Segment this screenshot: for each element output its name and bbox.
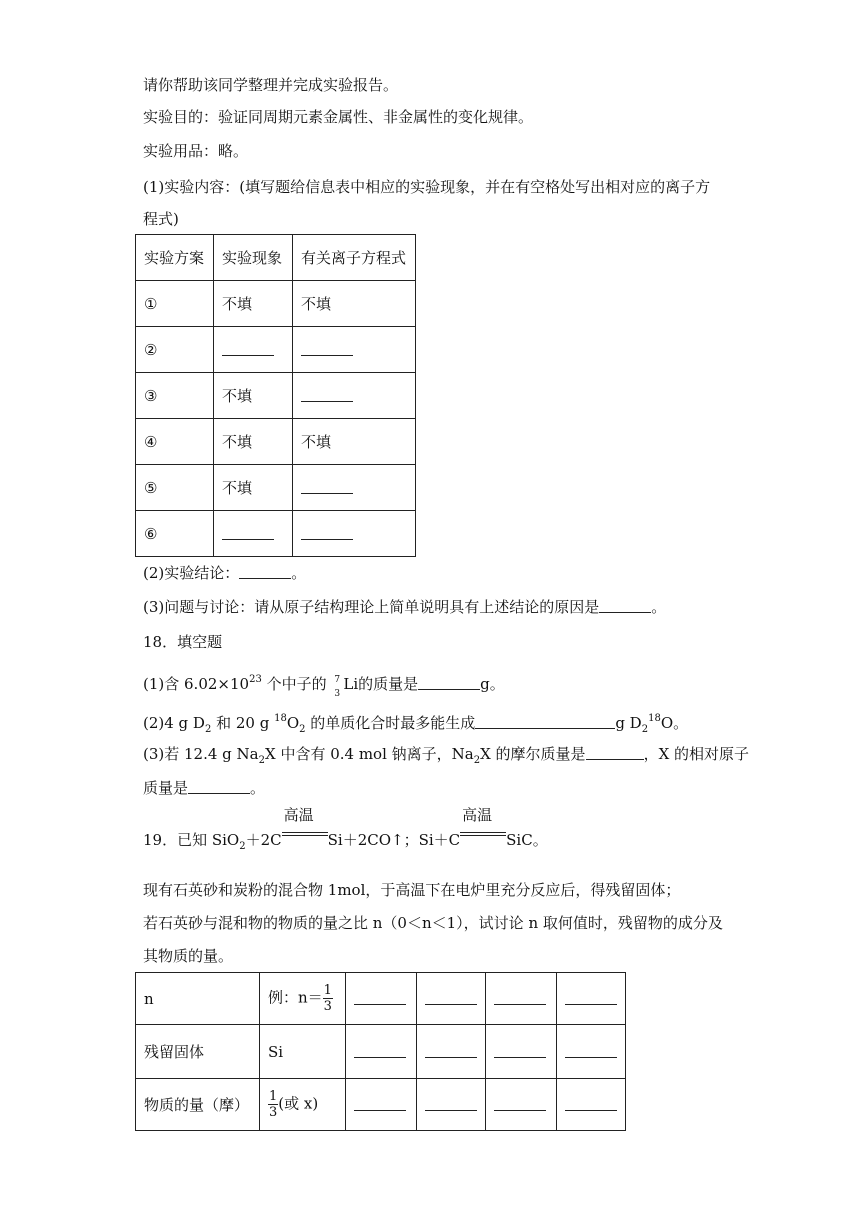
q18-2: (2)4 g $D_2$ 和 20 g $^{18}O_2$ 的单质化合时最多能生成 g $D_2^{18}O$。: [143, 713, 689, 735]
answer-blank[interactable]: [293, 465, 416, 511]
answer-blank[interactable]: [346, 973, 417, 1025]
conclusion-line: (2)实验结论： 。: [143, 564, 307, 582]
answer-blank[interactable]: [417, 1025, 486, 1079]
answer-blank[interactable]: [475, 714, 615, 729]
q18-3: (3)若 12.4 g $Na_2X$ 中含有 0.4 mol 钠离子，$Na_2X$ 的摩尔质量是 ，X 的相对原子: [143, 745, 750, 766]
q19-equation: 19．已知 SiO$_2$＋2C 高温 Si＋2CO↑；Si＋C 高温 SiC。: [143, 806, 548, 852]
table-row: [136, 465, 416, 511]
table-row: [136, 373, 416, 419]
residue-table: [135, 972, 626, 1131]
discussion-line: (3)问题与讨论：请从原子结构理论上简单说明具有上述结论的原因是 。: [143, 598, 667, 616]
table-row: [136, 281, 416, 327]
answer-blank[interactable]: [214, 511, 293, 557]
table-cell: 不填: [214, 419, 293, 465]
table-cell: ②: [136, 327, 214, 373]
answer-blank[interactable]: [214, 327, 293, 373]
answer-blank[interactable]: [599, 598, 651, 613]
table-cell: 不填: [214, 373, 293, 419]
q1-text: (1)实验内容：(填写题给信息表中相应的实验现象，并在有空格处写出相对应的离子方: [143, 178, 711, 196]
purpose-text: 实验目的：验证同周期元素金属性、非金属性的变化规律。: [143, 108, 534, 126]
q1-text-cont: 程式): [143, 210, 179, 228]
table-cell: 不填: [214, 281, 293, 327]
row-label: 物质的量（摩）: [136, 1079, 260, 1131]
experiment-table: [135, 234, 416, 557]
intro-text: 请你帮助该同学整理并完成实验报告。: [143, 76, 399, 94]
fraction: $\frac{1}{3}$: [269, 1089, 278, 1120]
row-label: n: [136, 973, 260, 1025]
table-row: [136, 327, 416, 373]
answer-blank[interactable]: [346, 1025, 417, 1079]
q18-title: 18．填空题: [143, 633, 223, 651]
q19-paragraph: 若石英砂与混和物的物质的量之比 n（0＜n＜1），试讨论 n 取何值时，残留物的成分及: [143, 914, 723, 932]
table-cell: ④: [136, 419, 214, 465]
table-cell: 不填: [293, 281, 416, 327]
answer-blank[interactable]: [293, 373, 416, 419]
fraction: $\frac{1}{3}$: [323, 983, 332, 1014]
answer-blank[interactable]: [239, 564, 291, 579]
answer-blank[interactable]: [188, 779, 250, 794]
answer-blank[interactable]: [586, 745, 644, 760]
table-row: [136, 511, 416, 557]
row-label: 残留固体: [136, 1025, 260, 1079]
isotope-notation: 7 3: [334, 675, 341, 699]
answer-blank[interactable]: [486, 973, 557, 1025]
table-cell: 例：n＝ $\frac{1}{3}$: [260, 973, 346, 1025]
reaction-condition: 高温: [282, 829, 328, 845]
reaction-condition: 高温: [460, 829, 506, 845]
answer-blank[interactable]: [293, 327, 416, 373]
answer-blank[interactable]: [418, 675, 480, 690]
answer-blank[interactable]: [417, 973, 486, 1025]
table-row: [136, 1079, 626, 1131]
answer-blank[interactable]: [557, 1025, 626, 1079]
q18-1: (1)含 $6.02\times 10^{23}$ 个中子的 7 3 Li的质量是 g。: [143, 674, 505, 699]
q18-3-cont: 质量是 。: [143, 779, 266, 797]
table-row: [136, 1025, 626, 1079]
answer-blank[interactable]: [557, 973, 626, 1025]
q19-paragraph: 现有石英砂和炭粉的混合物 1mol，于高温下在电炉里充分反应后，得残留固体；: [143, 881, 681, 899]
table-cell: ⑥: [136, 511, 214, 557]
table-cell: ⑤: [136, 465, 214, 511]
table-header: 实验方案: [136, 235, 214, 281]
materials-text: 实验用品：略。: [143, 142, 249, 160]
table-cell: $\frac{1}{3}$ (或 x): [260, 1079, 346, 1131]
answer-blank[interactable]: [417, 1079, 486, 1131]
table-cell: ①: [136, 281, 214, 327]
table-cell: 不填: [293, 419, 416, 465]
answer-blank[interactable]: [486, 1025, 557, 1079]
table-header: 实验现象: [214, 235, 293, 281]
table-cell: ③: [136, 373, 214, 419]
table-row: [136, 419, 416, 465]
answer-blank[interactable]: [293, 511, 416, 557]
answer-blank[interactable]: [346, 1079, 417, 1131]
table-header: 有关离子方程式: [293, 235, 416, 281]
table-row: [136, 973, 626, 1025]
table-cell: Si: [260, 1025, 346, 1079]
table-cell: 不填: [214, 465, 293, 511]
answer-blank[interactable]: [486, 1079, 557, 1131]
q19-paragraph: 其物质的量。: [143, 947, 234, 965]
answer-blank[interactable]: [557, 1079, 626, 1131]
